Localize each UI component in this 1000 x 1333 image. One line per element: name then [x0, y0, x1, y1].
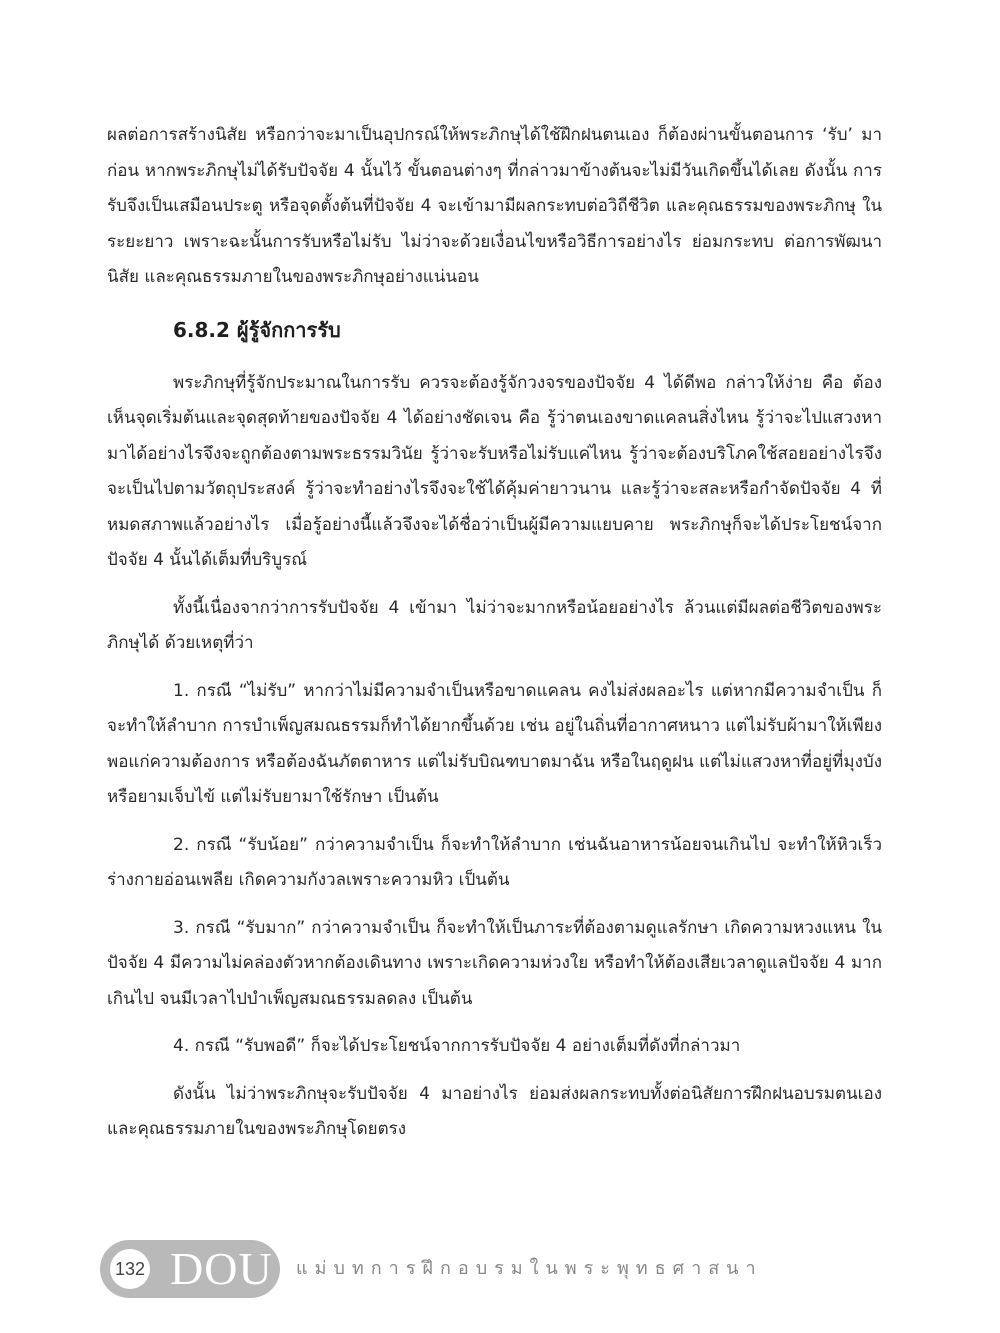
book-title: แม่บทการฝึกอบรมในพระพุทธศาสนา: [296, 1258, 763, 1279]
page-footer: [100, 1240, 900, 1298]
paragraph-conclusion: ดังนั้น ไม่ว่าพระภิกษุจะรับปัจจัย 4 มาอย่างไร ย่อมส่งผลกระทบทั้งต่อนิสัยการฝึกฝนอบรมตนเอง และคุณธรรมภายในของพระภิกษุโดยตรง: [107, 1083, 882, 1139]
section-heading: 6.8.2 ผู้รู้จักการรับ: [173, 317, 341, 342]
dou-logo: DOU: [170, 1243, 273, 1294]
page-number: 132: [110, 1249, 150, 1289]
list-item-1: 1. กรณี “ไม่รับ” หากว่าไม่มีความจำเป็นหรือขาดแคลน คงไม่ส่งผลอะไร แต่หากมีความจำเป็น ก็จะทำให้ลำบาก การบำเพ็ญสมณธรรมก็ทำได้ยากขึ้นด้วย เช่น อยู่ในถิ่นที่อากาศหนาว แต่ไม่รับผ้ามาให้เพียงพอแก่ความต้องการ หรือต้องฉันภัตตาหาร แต่ไม่รับบิณฑบาตมาฉัน หรือในฤดูฝน แต่ไม่แสวงหาที่อยู่ที่มุงบัง หรือยามเจ็บไข้ แต่ไม่รับยามาใช้รักษา เป็นต้น: [107, 680, 882, 807]
paragraph-2: ทั้งนี้เนื่องจากว่าการรับปัจจัย 4 เข้ามา ไม่ว่าจะมากหรือน้อยอย่างไร ล้วนแต่มีผลต่อชีวิตของพระภิกษุได้ ด้วยเหตุที่ว่า: [107, 597, 882, 653]
footer-badge: [100, 1240, 280, 1298]
body-text: [107, 118, 882, 1160]
list-item-3: 3. กรณี “รับมาก” กว่าความจำเป็น ก็จะทำให้เป็นภาระที่ต้องตามดูแลรักษา เกิดความหวงแหน ในปัจจัย 4 มีความไม่คล่องตัวหากต้องเดินทาง เพราะเกิดความห่วงใย หรือทำให้ต้องเสียเวลาดูแลปัจจัย 4 มากเกินไป จนมีเวลาไปบำเพ็ญสมณธรรมลดลง เป็นต้น: [107, 917, 882, 1009]
paragraph-1: พระภิกษุที่รู้จักประมาณในการรับ ควรจะต้องรู้จักวงจรของปัจจัย 4 ได้ดีพอ กล่าวให้ง่าย คือ ต้องเห็นจุดเริ่มต้นและจุดสุดท้ายของปัจจัย 4 ได้อย่างชัดเจน คือ รู้ว่าตนเองขาดแคลนสิ่งไหน รู้ว่าจะไปแสวงหามาได้อย่างไรจึงจะถูกต้องตามพระธรรมวินัย รู้ว่าจะรับหรือไม่รับแค่ไหน รู้ว่าจะต้องบริโภคใช้สอยอย่างไรจึงจะเป็นไปตามวัตถุประสงค์ รู้ว่าจะทำอย่างไรจึงจะใช้ได้คุ้มค่ายาวนาน และรู้ว่าจะสละหรือกำจัดปัจจัย 4 ที่หมดสภาพแล้วอย่างไร เมื่อรู้อย่างนี้แล้วจึงจะได้ชื่อว่าเป็นผู้มีความแยบคาย พระภิกษุก็จะได้ประโยชน์จากปัจจัย 4 นั้นได้เต็มที่บริบูรณ์: [107, 372, 882, 570]
list-item-2: 2. กรณี “รับน้อย” กว่าความจำเป็น ก็จะทำให้ลำบาก เช่นฉันอาหารน้อยจนเกินไป จะทำให้หิวเร็ว ร่างกายอ่อนเพลีย เกิดความกังวลเพราะความหิว เป็นต้น: [107, 834, 882, 890]
paragraph-continuation: ผลต่อการสร้างนิสัย หรือกว่าจะมาเป็นอุปกรณ์ให้พระภิกษุได้ใช้ฝึกฝนตนเอง ก็ต้องผ่านขั้นตอนการ ‘รับ’ มาก่อน หากพระภิกษุไม่ได้รับปัจจัย 4 นั้นไว้ ขั้นตอนต่างๆ ที่กล่าวมาข้างต้นจะไม่มีวันเกิดขึ้นได้เลย ดังนั้น การรับจึงเป็นเสมือนประตู หรือจุดตั้งต้นที่ปัจจัย 4 จะเข้ามามีผลกระทบต่อวิถีชีวิต และคุณธรรมของพระภิกษุ ในระยะยาว เพราะฉะนั้นการรับหรือไม่รับ ไม่ว่าจะด้วยเงื่อนไขหรือวิธีการอย่างไร ย่อมกระทบ ต่อการพัฒนา นิสัย และคุณธรรมภายในของพระภิกษุอย่างแน่นอน: [107, 125, 882, 287]
list-item-4: 4. กรณี “รับพอดี” ก็จะได้ประโยชน์จากการรับปัจจัย 4 อย่างเต็มที่ดังที่กล่าวมา: [173, 1036, 741, 1056]
